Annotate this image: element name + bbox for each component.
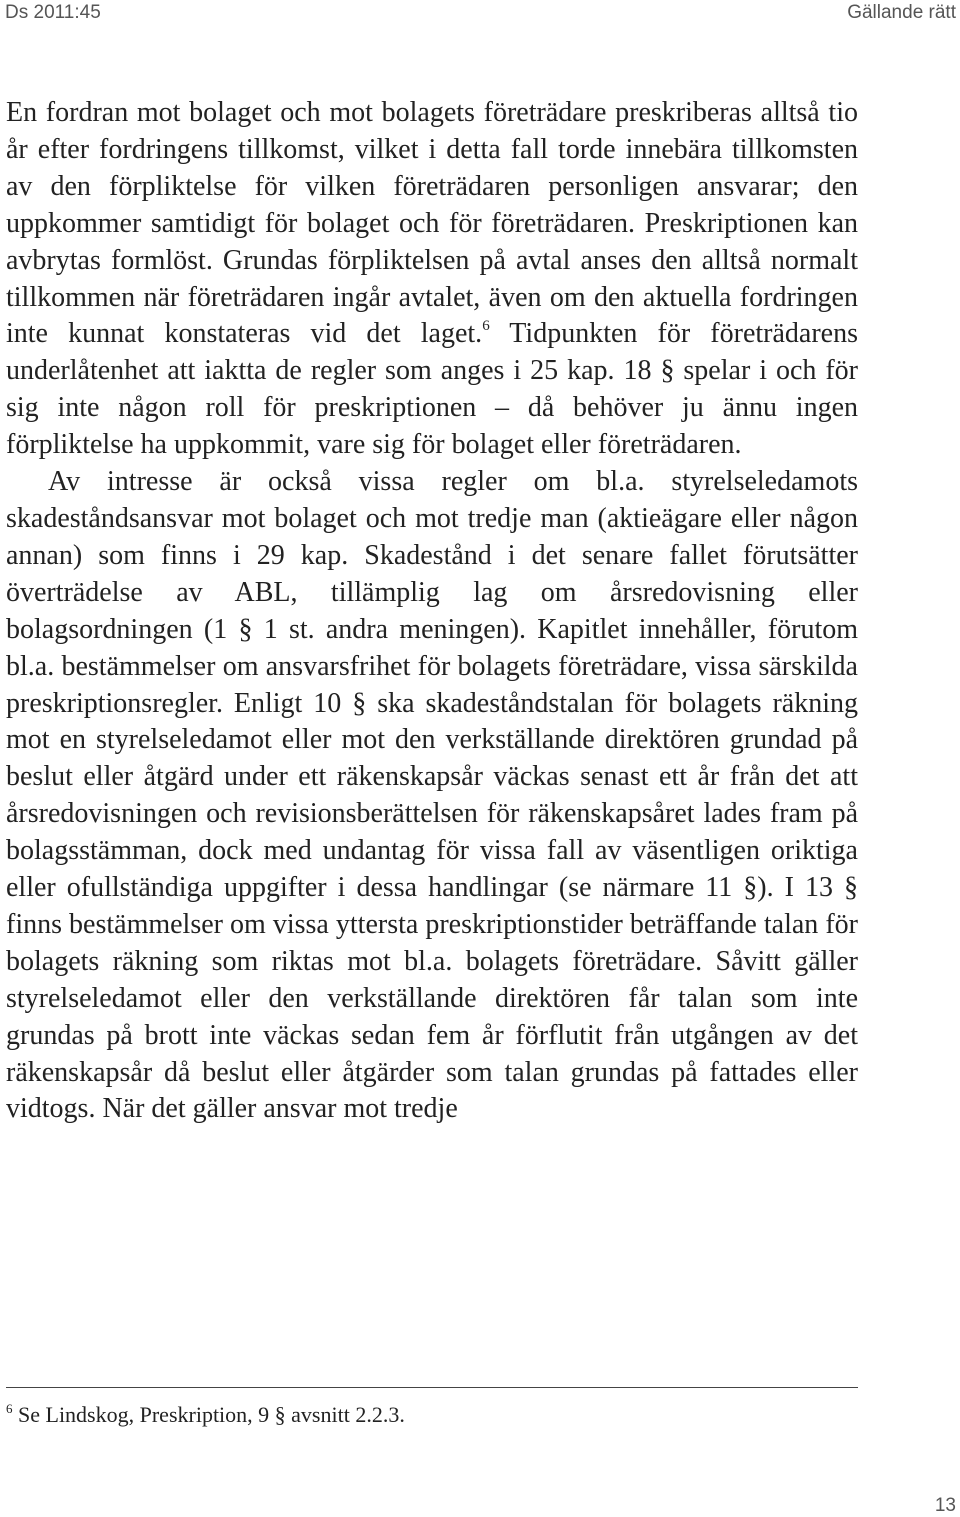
footnote [6, 1401, 858, 1429]
footnote-number: 6 [6, 1401, 13, 1416]
page-header [0, 0, 960, 30]
paragraph-1-text: En fordran mot bolaget och mot bolagets företrädare preskriberas alltså tio år efter fordringens tillkomst, vilket i detta fall torde innebära tillkomsten av den förpliktelse för vilken företrädaren personligen ansvarar; den uppkommer samtidigt för bolaget och för företrädaren. Preskriptionen kan avbrytas formlöst. Grundas förpliktelsen på avtal anses den alltså normalt tillkommen när företrädaren ingår avtalet, även om den aktuella fordringen inte kunnat konstateras vid det laget. [6, 97, 858, 350]
paragraph-2: Av intresse är också vissa regler om bl.a. styrelseledamots skadeståndsansvar mot bolaget och mot tredje man (aktieägare eller någon annan) som finns i 29 kap. Skadestånd i det senare fallet förutsätter överträdelse av ABL, tillämplig lag om årsredovisning eller bolagsordningen (1 § 1 st. andra meningen). Kapitlet innehåller, förutom bl.a. bestämmelser om ansvarsfrihet för bolagets företrädare, vissa särskilda preskriptionsregler. Enligt 10 § ska skadeståndstalan för bolagets räkning mot en styrelseledamot eller mot den verkställande direktören grundad på beslut eller åtgärd under ett räkenskapsår väckas senast ett år från det att årsredovisningen och revisionsberättelsen för räkenskapsåret lades fram på bolagsstämman, dock med undantag för vissa fall av väsentligen oriktiga eller ofullständiga uppgifter i dessa handlingar (se närmare 11 §). I 13 § finns bestämmelser om vissa yttersta preskriptionstider beträffande talan för bolagets räkning som riktas mot bl.a. bolagets företrädare. Såvitt gäller styrelseledamot eller den verkställande direktören får talan som inte grundas på brott inte väckas sedan fem år förflutit från utgången av det räkenskapsår då beslut eller åtgärder som talan grundas på fattades eller vidtogs. När det gäller ansvar mot tredje [6, 466, 858, 1125]
body-text [6, 95, 858, 1128]
paragraph-1 [6, 95, 858, 464]
paragraph-1-continuation: Tidpunkten för företrädarens underlåtenhet att iaktta de regler som anges i 25 kap. 18 § spelar i och för sig inte någon roll för preskriptionen – då behöver ju ännu ingen förpliktelse ha uppkommit, vare sig för bolaget eller företrädaren. [6, 318, 858, 461]
footnote-text: Se Lindskog, Preskription, 9 § avsnitt 2.2.3. [12, 1402, 405, 1427]
footnote-divider [6, 1387, 858, 1388]
footnote-reference[interactable]: 6 [482, 318, 490, 335]
page-number: 13 [934, 1495, 956, 1516]
section-title: Gällande rätt [847, 2, 956, 23]
document-reference: Ds 2011:45 [5, 2, 101, 23]
